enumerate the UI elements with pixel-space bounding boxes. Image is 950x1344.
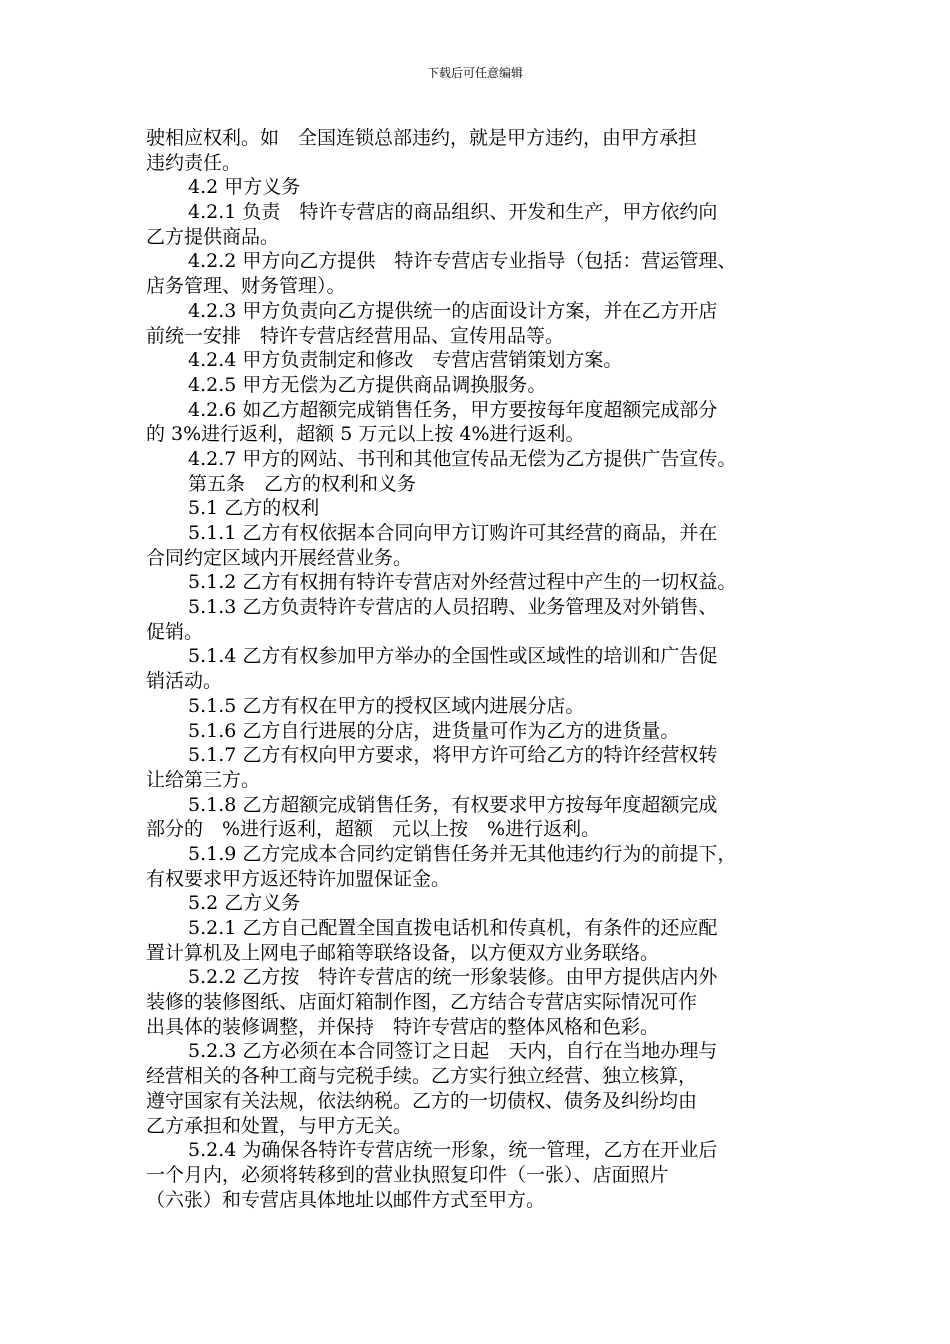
text-line: 一个月内，必须将转移到的营业执照复印件（一张）、店面照片 bbox=[146, 1163, 669, 1186]
text-line: 的 3%进行返利，超额 5 万元以上按 4%进行返利。 bbox=[146, 423, 585, 446]
text-line: 5.1.5 乙方有权在甲方的授权区域内进展分店。 bbox=[188, 694, 585, 717]
text-line: 前统一安排 特许专营店经营用品、宣传用品等。 bbox=[146, 324, 565, 347]
text-line: 5.1 乙方的权利 bbox=[188, 497, 320, 520]
text-line: 5.1.3 乙方负责特许专营店的人员招聘、业务管理及对外销售、 bbox=[188, 596, 718, 619]
text-line: 5.2.4 为确保各特许专营店统一形象，统一管理，乙方在开业后 bbox=[188, 1139, 718, 1162]
text-line: 4.2.6 如乙方超额完成销售任务，甲方要按每年度超额完成部分 bbox=[188, 398, 718, 421]
text-line: 违约责任。 bbox=[146, 151, 242, 174]
text-line: 5.2.2 乙方按 特许专营店的统一形象装修。由甲方提供店内外 bbox=[188, 966, 718, 989]
text-line: 驶相应权利。如 全国连锁总部违约，就是甲方违约，由甲方承担 bbox=[146, 127, 698, 149]
text-line: 5.1.7 乙方有权向甲方要求，将甲方许可给乙方的特许经营权转 bbox=[188, 744, 718, 767]
text-line: 让给第三方。 bbox=[146, 768, 261, 791]
text-line: 5.1.9 乙方完成本合同约定销售任务并无其他违约行为的前提下， bbox=[188, 842, 737, 865]
text-line: 5.1.4 乙方有权参加甲方举办的全国性或区域性的培训和广告促 bbox=[188, 645, 718, 668]
text-line: 5.2 乙方义务 bbox=[188, 892, 301, 915]
text-line: 4.2 甲方义务 bbox=[188, 176, 301, 199]
text-line: 4.2.2 甲方向乙方提供 特许专营店专业指导（包括：营运管理、 bbox=[188, 250, 737, 273]
text-line: 5.1.8 乙方超额完成销售任务，有权要求甲方按每年度超额完成 bbox=[188, 793, 718, 816]
text-line: 促销。 bbox=[146, 620, 204, 643]
text-line: 第五条 乙方的权利和义务 bbox=[188, 472, 417, 495]
text-line: 5.2.3 乙方必须在本合同签订之日起 天内，自行在当地办理与 bbox=[188, 1040, 718, 1063]
text-line: 5.2.1 乙方自己配置全国直拨电话机和传真机，有条件的还应配 bbox=[188, 917, 718, 939]
text-line: 部分的 %进行返利，超额 元以上按 %进行返利。 bbox=[146, 818, 601, 841]
text-line: 乙方承担和处置，与甲方无关。 bbox=[146, 1114, 413, 1137]
text-line: 店务管理、财务管理）。 bbox=[146, 275, 346, 298]
text-line: 销活动。 bbox=[146, 670, 223, 693]
page-header: 下载后可任意编辑 bbox=[426, 66, 523, 80]
text-line: （六张）和专营店具体地址以邮件方式至甲方。 bbox=[146, 1188, 546, 1211]
text-line: 4.2.3 甲方负责向乙方提供统一的店面设计方案，并在乙方开店 bbox=[188, 299, 718, 322]
text-line: 出具体的装修调整，并保持 特许专营店的整体风格和色彩。 bbox=[146, 1015, 660, 1038]
text-line: 4.2.5 甲方无偿为乙方提供商品调换服务。 bbox=[188, 373, 547, 396]
text-line: 4.2.4 甲方负责制定和修改 专营店营销策划方案。 bbox=[188, 349, 623, 372]
text-line: 4.2.7 甲方的网站、书刊和其他宣传品无偿为乙方提供广告宣传。 bbox=[188, 447, 737, 470]
text-line: 置计算机及上网电子邮箱等联络设备，以方便双方业务联络。 bbox=[146, 941, 660, 964]
text-line: 有权要求甲方返还特许加盟保证金。 bbox=[146, 867, 451, 890]
text-line: 乙方提供商品。 bbox=[146, 225, 280, 248]
text-line: 合同约定区域内开展经营业务。 bbox=[146, 546, 413, 569]
text-line: 5.1.6 乙方自行进展的分店，进货量可作为乙方的进货量。 bbox=[188, 719, 680, 742]
text-line: 经营相关的各种工商与完税手续。乙方实行独立经营、独立核算， bbox=[146, 1065, 698, 1088]
text-line: 遵守国家有关法规，依法纳税。乙方的一切债权、债务及纠纷均由 bbox=[146, 1089, 698, 1112]
text-line: 5.1.2 乙方有权拥有特许专营店对外经营过程中产生的一切权益。 bbox=[188, 571, 737, 594]
text-line: 5.1.1 乙方有权依据本合同向甲方订购许可其经营的商品，并在 bbox=[188, 522, 718, 544]
document-body bbox=[146, 126, 836, 1212]
text-line: 装修的装修图纸、店面灯箱制作图，乙方结合专营店实际情况可作 bbox=[146, 991, 698, 1014]
text-line: 4.2.1 负责 特许专营店的商品组织、开发和生产，甲方依约向 bbox=[188, 201, 718, 224]
